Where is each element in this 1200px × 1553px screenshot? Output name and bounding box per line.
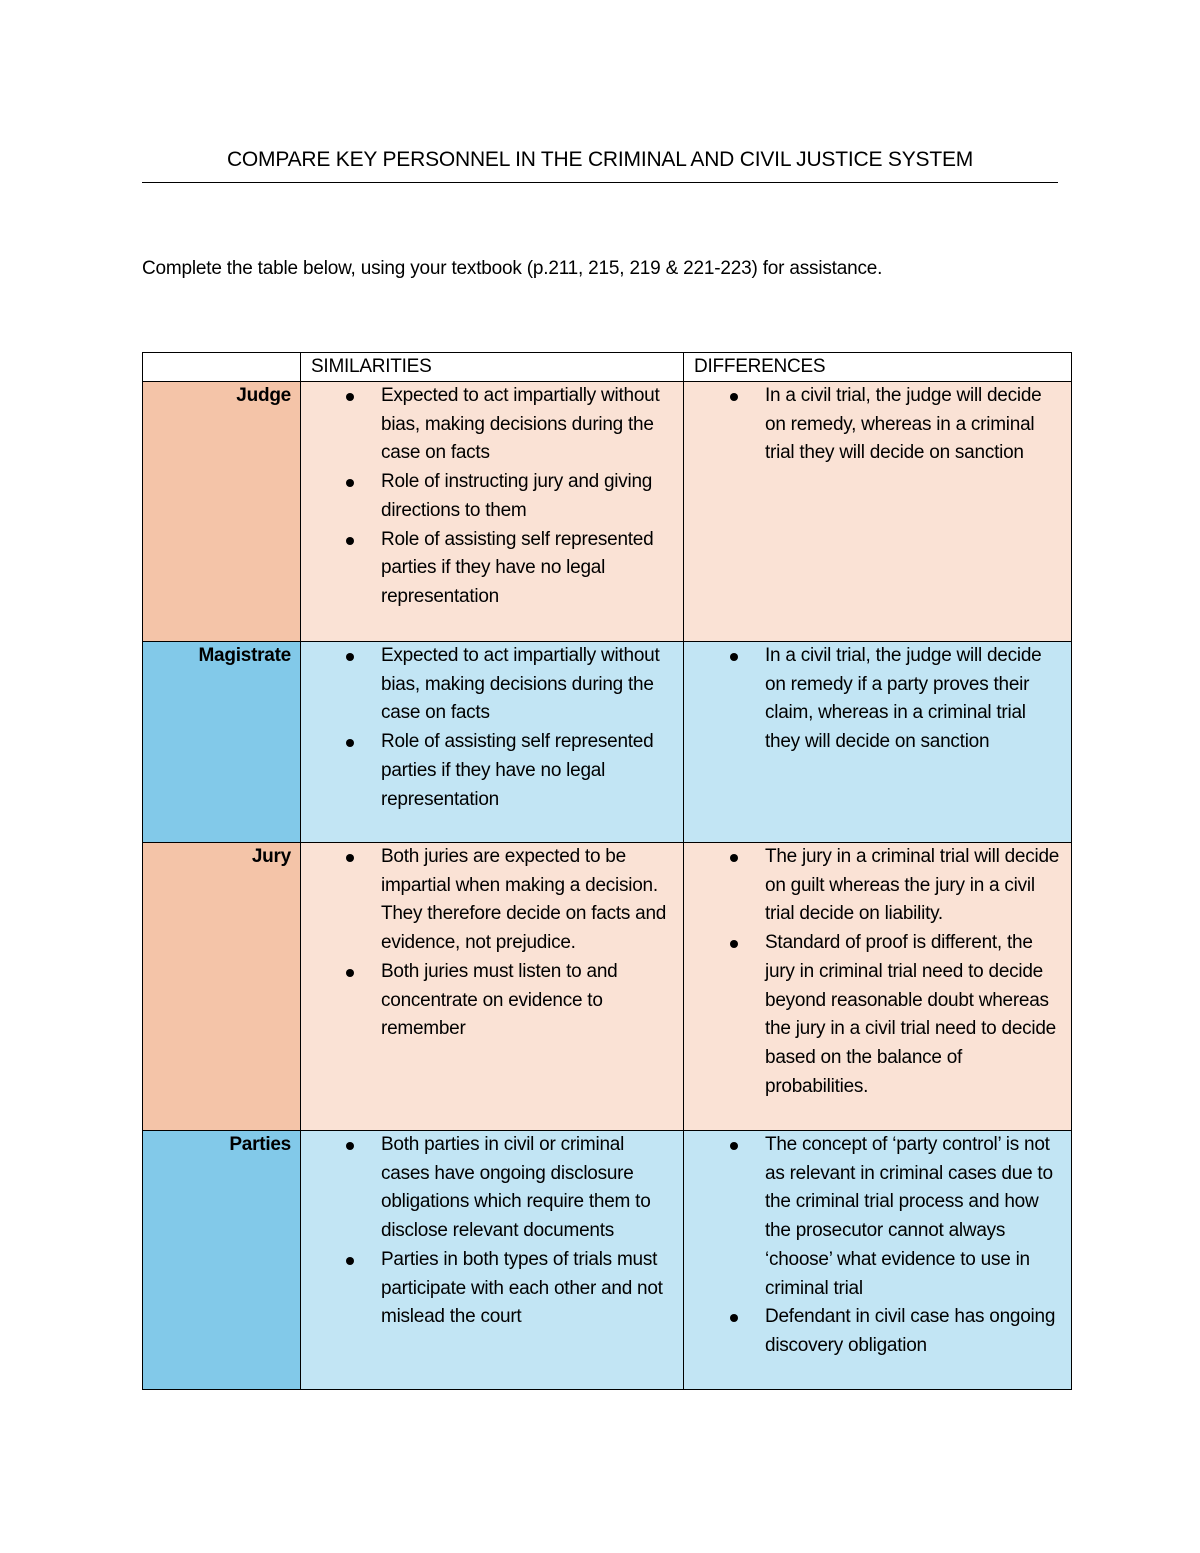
list-item: Role of assisting self represented parties if they have no legal representation <box>301 728 683 814</box>
header-blank-cell <box>143 353 301 382</box>
comparison-table <box>142 352 1072 1390</box>
differences-list <box>684 843 1071 1101</box>
row-label-magistrate: Magistrate <box>143 642 301 843</box>
similarities-list <box>301 642 683 814</box>
differences-cell-jury <box>684 843 1072 1131</box>
list-item: Role of assisting self represented parties if they have no legal representation <box>301 526 683 612</box>
similarities-cell-parties <box>301 1131 684 1390</box>
list-item: The concept of ‘party control’ is not as relevant in criminal cases due to the criminal trial process and how the prosecutor cannot always ‘choose’ what evidence to use in criminal trial <box>684 1131 1071 1303</box>
similarities-cell-magistrate <box>301 642 684 843</box>
list-item: Both juries are expected to be impartial when making a decision. They therefore decide on facts and evidence, not prejudice. <box>301 843 683 958</box>
differences-list <box>684 1131 1071 1361</box>
list-item: Standard of proof is different, the jury in criminal trial need to decide beyond reasonable doubt whereas the jury in a civil trial need to decide based on the balance of probabilities. <box>684 929 1071 1101</box>
row-label-judge: Judge <box>143 382 301 642</box>
list-item: The jury in a criminal trial will decide on guilt whereas the jury in a civil trial decide on liability. <box>684 843 1071 929</box>
page-title: COMPARE KEY PERSONNEL IN THE CRIMINAL AND CIVIL JUSTICE SYSTEM <box>226 148 974 171</box>
similarities-cell-judge <box>301 382 684 642</box>
similarities-list <box>301 1131 683 1332</box>
table-row-judge <box>143 382 1072 642</box>
list-item: Expected to act impartially without bias, making decisions during the case on facts <box>301 642 683 728</box>
list-item: In a civil trial, the judge will decide on remedy, whereas in a criminal trial they will decide on sanction <box>684 382 1071 468</box>
list-item: Expected to act impartially without bias, making decisions during the case on facts <box>301 382 683 468</box>
list-item: In a civil trial, the judge will decide on remedy if a party proves their claim, whereas in a criminal trial they will decide on sanction <box>684 642 1071 757</box>
table-header-row <box>143 353 1072 382</box>
list-item: Both juries must listen to and concentrate on evidence to remember <box>301 958 683 1044</box>
instructions-text: Complete the table below, using your textbook (p.211, 215, 219 & 221-223) for assistance. <box>142 258 883 279</box>
list-item: Parties in both types of trials must participate with each other and not mislead the court <box>301 1246 683 1332</box>
similarities-cell-jury <box>301 843 684 1131</box>
list-item: Defendant in civil case has ongoing discovery obligation <box>684 1303 1071 1360</box>
differences-cell-parties <box>684 1131 1072 1390</box>
differences-cell-magistrate <box>684 642 1072 843</box>
table-row-magistrate <box>143 642 1072 843</box>
header-differences: DIFFERENCES <box>684 353 1072 382</box>
list-item: Both parties in civil or criminal cases have ongoing disclosure obligations which require them to disclose relevant documents <box>301 1131 683 1246</box>
differences-list <box>684 642 1071 757</box>
differences-cell-judge <box>684 382 1072 642</box>
title-underline <box>142 182 1058 183</box>
table-row-parties <box>143 1131 1072 1390</box>
row-label-jury: Jury <box>143 843 301 1131</box>
differences-list <box>684 382 1071 468</box>
table-row-jury <box>143 843 1072 1131</box>
similarities-list <box>301 843 683 1044</box>
list-item: Role of instructing jury and giving directions to them <box>301 468 683 525</box>
similarities-list <box>301 382 683 612</box>
row-label-parties: Parties <box>143 1131 301 1390</box>
header-similarities: SIMILARITIES <box>301 353 684 382</box>
